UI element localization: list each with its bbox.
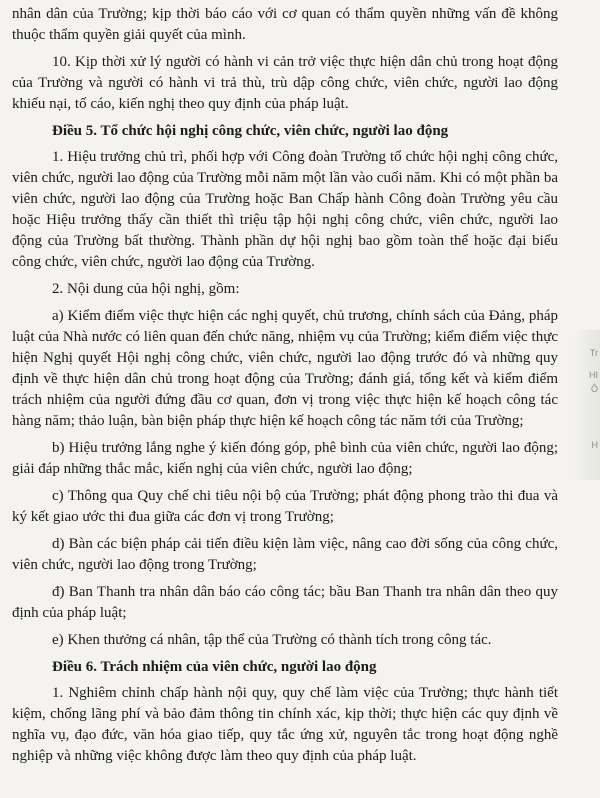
margin-fragment: Tr [589,348,598,358]
paragraph-5-2-b: b) Hiệu trưởng lắng nghe ý kiến đóng góp, phê bình của viên chức, người lao động; giải đáp những thắc mắc, kiến nghị của viên chức, người lao động; [12,440,558,477]
margin-fragment: H [591,440,598,450]
paragraph-5-2: 2. Nội dung của hội nghị, gồm: [52,281,240,297]
margin-fragment: HI [589,370,598,380]
paragraph-continuation: nhân dân của Trường; kịp thời báo cáo với cơ quan có thẩm quyền những vấn đề không thuộc thẩm quyền giải quyết của mình. [12,6,558,43]
paragraph-5-2-dd: đ) Ban Thanh tra nhân dân báo cáo công tác; bầu Ban Thanh tra nhân dân theo quy định của pháp luật; [12,584,558,621]
paragraph-5-2-e: e) Khen thưởng cá nhân, tập thể của Trường có thành tích trong công tác. [52,632,492,648]
margin-fragment: Ô [590,384,598,394]
paragraph-5-2-a: a) Kiểm điểm việc thực hiện các nghị quyết, chủ trương, chính sách của Đảng, pháp luật của Nhà nước có liên quan đến chức năng, nhiệm vụ của Trường; kiểm điểm việc thực hiện Nghị quyết Hội nghị công chức, viên chức, người lao động trước đó và những quy định về thực hiện dân chủ trong hoạt động của Trường; đánh giá, tổng kết và kiểm điểm trách nhiệm của người đứng đầu cơ quan, đơn vị trong việc thực hiện kế hoạch công tác hàng năm; thảo luận, bàn biện pháp thực hiện kế hoạch công tác năm tới của Trường; [12,308,558,429]
heading-article-5: Điều 5. Tổ chức hội nghị công chức, viên chức, người lao động [52,123,449,139]
heading-article-6: Điều 6. Trách nhiệm của viên chức, người lao động [52,659,377,675]
paragraph-5-2-d: d) Bàn các biện pháp cải tiến điều kiện làm việc, nâng cao đời sống của công chức, viên chức, người lao động trong Trường; [12,536,558,573]
paragraph-6-1: 1. Nghiêm chỉnh chấp hành nội quy, quy chế làm việc của Trường; thực hành tiết kiệm, chống lãng phí và bảo đảm thông tin chính xác, kịp thời; thực hiện các quy định về nghĩa vụ, đạo đức, văn hóa giao tiếp, quy tắc ứng xử, nguyên tắc trong hoạt động nghề nghiệp và những việc không được làm theo quy định của pháp luật. [12,685,558,764]
paragraph-5-2-c: c) Thông qua Quy chế chi tiêu nội bộ của Trường; phát động phong trào thi đua và ký kết giao ước thi đua giữa các đơn vị trong Trường; [12,488,558,525]
paragraph-5-1: 1. Hiệu trưởng chủ trì, phối hợp với Công đoàn Trường tổ chức hội nghị công chức, viên chức, người lao động của Trường mỗi năm một lần vào cuối năm. Khi có một phần ba viên chức, người lao động của Trường hoặc Ban Chấp hành Công đoàn Trường yêu cầu hoặc Hiệu trưởng thấy cần thiết thì triệu tập hội nghị công chức, viên chức, người lao động của Trường bất thường. Thành phần dự hội nghị bao gồm toàn thể hoặc đại biểu công chức, viên chức, người lao động của Trường. [12,149,558,270]
adjacent-page-bleed [574,330,600,480]
paragraph-item-10: 10. Kịp thời xử lý người có hành vi cản trở việc thực hiện dân chủ trong hoạt động của Trường và người có hành vi trả thù, trù dập công chức, viên chức, người lao động khiếu nại, tố cáo, kiến nghị theo quy định của pháp luật. [12,54,558,112]
